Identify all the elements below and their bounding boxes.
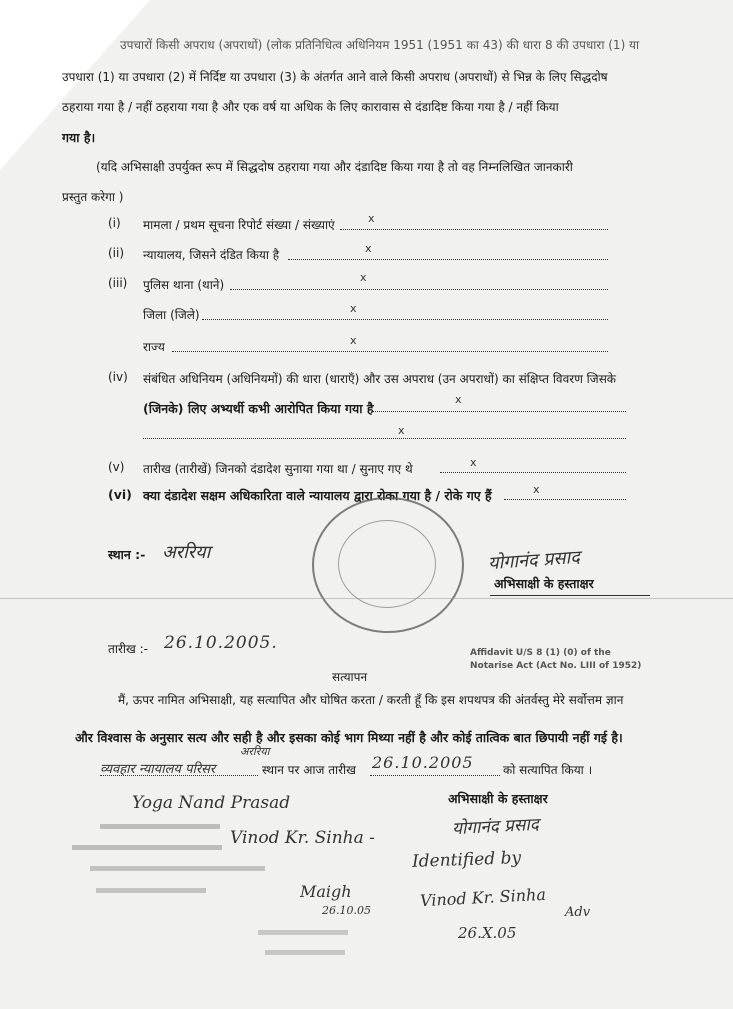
identified-by-name: Vinod Kr. Sinha - [230, 828, 375, 848]
item-v-line [440, 472, 626, 473]
verification-deponent-signature: योगानंद प्रसाद [451, 814, 540, 840]
item-iv-value-2: x [398, 424, 405, 437]
notary-initials: Maigh [300, 882, 352, 901]
place-value: अररिया [162, 542, 211, 563]
stamp-note-1: Affidavit U/S 8 (1) (0) of the [470, 648, 611, 658]
identification-name: Yoga Nand Prasad [132, 793, 291, 813]
deponent-signature-caption: अभिसाक्षी के हस्ताक्षर [494, 576, 594, 591]
page-fold [0, 598, 733, 599]
verification-place-line [100, 775, 258, 776]
faded-stamp-line-1 [100, 824, 220, 829]
item-iii-value: x [360, 271, 367, 284]
item-iii-line [230, 289, 608, 290]
state-value: x [350, 334, 357, 347]
verification-date-handwritten: 26.10.2005 [372, 753, 474, 772]
verification-title: सत्यापन [332, 670, 368, 684]
item-v-number: (v) [108, 460, 125, 474]
item-iii-number: (iii) [108, 276, 128, 290]
date-label: तारीख :- [108, 642, 148, 656]
item-i-line [340, 229, 608, 230]
item-vi-number: (vi) [108, 487, 132, 502]
verification-signature-caption: अभिसाक्षी के हस्ताक्षर [448, 791, 548, 806]
item-iii-label: पुलिस थाना (थाने) [143, 278, 225, 292]
item-iv-value-1: x [455, 393, 462, 406]
item-ii-value: x [365, 242, 372, 255]
verification-para-2: और विश्वास के अनुसार सत्य और सही है और इसका कोई भाग मिथ्या नहीं है और कोई तात्विक बात छिपायी नहीं गई है। [75, 730, 623, 745]
item-ii-label: न्यायालय, जिसने दंडित किया है [143, 248, 280, 262]
item-v-value: x [470, 456, 477, 469]
signature-line [490, 595, 650, 596]
header-line-4: गया है। [62, 130, 96, 145]
item-iv-label-2: (जिनके) लिए अभ्यर्थी कभी आरोपित किया गया है [143, 401, 374, 416]
item-iv-label-1: संबंधित अधिनियम (अधिनियमों) की धारा (धाराएँ) और उस अपराध (उन अपराधों) का संक्षिप्त विवरण जिसके [143, 372, 617, 386]
faded-stamp-line-3 [90, 866, 265, 871]
advocate-date: 26.X.05 [458, 924, 517, 942]
identified-text: Identified by [411, 848, 522, 872]
verification-para-1: मैं, ऊपर नामित अभिसाक्षी, यह सत्यापित और घोषित करता / करती हूँ कि इस शपथपत्र की अंतर्वस्तु मेरे सर्वोत्तम ज्ञान [118, 693, 624, 707]
header-line-3: ठहराया गया है / नहीं ठहराया गया है और एक वर्ष या अधिक के लिए कारावास से दंडादिष्ट किया गया है / नहीं किया [62, 100, 559, 114]
advocate-title: Adv [565, 905, 591, 920]
item-iv-line-2 [143, 438, 626, 439]
verification-end-text: को सत्यापित किया । [503, 763, 593, 777]
item-vi-value: x [533, 483, 540, 496]
item-ii-line [288, 259, 608, 260]
faded-stamp-line-5 [258, 930, 348, 935]
intro-line-2: प्रस्तुत करेगा ) [62, 190, 124, 204]
district-line [202, 319, 608, 320]
date-value: 26.10.2005. [164, 633, 278, 653]
item-i-number: (i) [108, 216, 121, 230]
verification-date-line [370, 775, 500, 776]
header-line-2: उपधारा (1) या उपधारा (2) में निर्दिष्ट या उपधारा (3) के अंतर्गत आने वाले किसी अपराध (अपराधों) से भिन्न के लिए सिद्धदोष [62, 70, 608, 84]
notary-date: 26.10.05 [322, 904, 371, 917]
item-v-label: तारीख (तारीखें) जिनको दंडादेश सुनाया गया था / सुनाए गए थे [143, 462, 413, 476]
item-ii-number: (ii) [108, 246, 125, 260]
item-vi-label: क्या दंडादेश सक्षम अधिकारिता वाले न्यायालय द्वारा रोका गया है / रोके गए हैं [143, 488, 492, 503]
verification-place-above: अररिया [240, 745, 270, 758]
item-i-value: x [368, 212, 375, 225]
deponent-signature: योगानंद प्रसाद [487, 546, 581, 575]
state-line [172, 351, 608, 352]
place-label: स्थान :- [108, 547, 146, 562]
district-value: x [350, 302, 357, 315]
item-iv-number: (iv) [108, 370, 128, 384]
faded-stamp-line-2 [72, 845, 222, 850]
advocate-signature: Vinod Kr. Sinha [419, 884, 547, 911]
verification-place-handwritten: व्यवहार न्यायालय परिसर [100, 762, 216, 777]
item-vi-line [504, 499, 626, 500]
item-i-label: मामला / प्रथम सूचना रिपोर्ट संख्या / संख्याएं [143, 218, 335, 232]
verification-mid-text: स्थान पर आज तारीख [262, 763, 356, 777]
notary-seal-inner [338, 520, 436, 608]
faded-stamp-line-6 [265, 950, 345, 955]
header-line-1: उपचारों किसी अपराध (अपराधों) (लोक प्रतिनिधित्व अधिनियम 1951 (1951 का 43) की धारा 8 की उपधारा (1) या [120, 38, 640, 52]
item-iv-line-1 [372, 411, 626, 412]
district-label: जिला (जिले) [143, 308, 200, 322]
stamp-note-2: Notarise Act (Act No. LIII of 1952) [470, 661, 642, 671]
intro-line-1: (यदि अभिसाक्षी उपर्युक्त रूप में सिद्धदोष ठहराया गया और दंडादिष्ट किया गया है तो वह निम्नलिखित जानकारी [96, 160, 573, 174]
faded-stamp-line-4 [96, 888, 206, 893]
state-label: राज्य [143, 340, 165, 354]
